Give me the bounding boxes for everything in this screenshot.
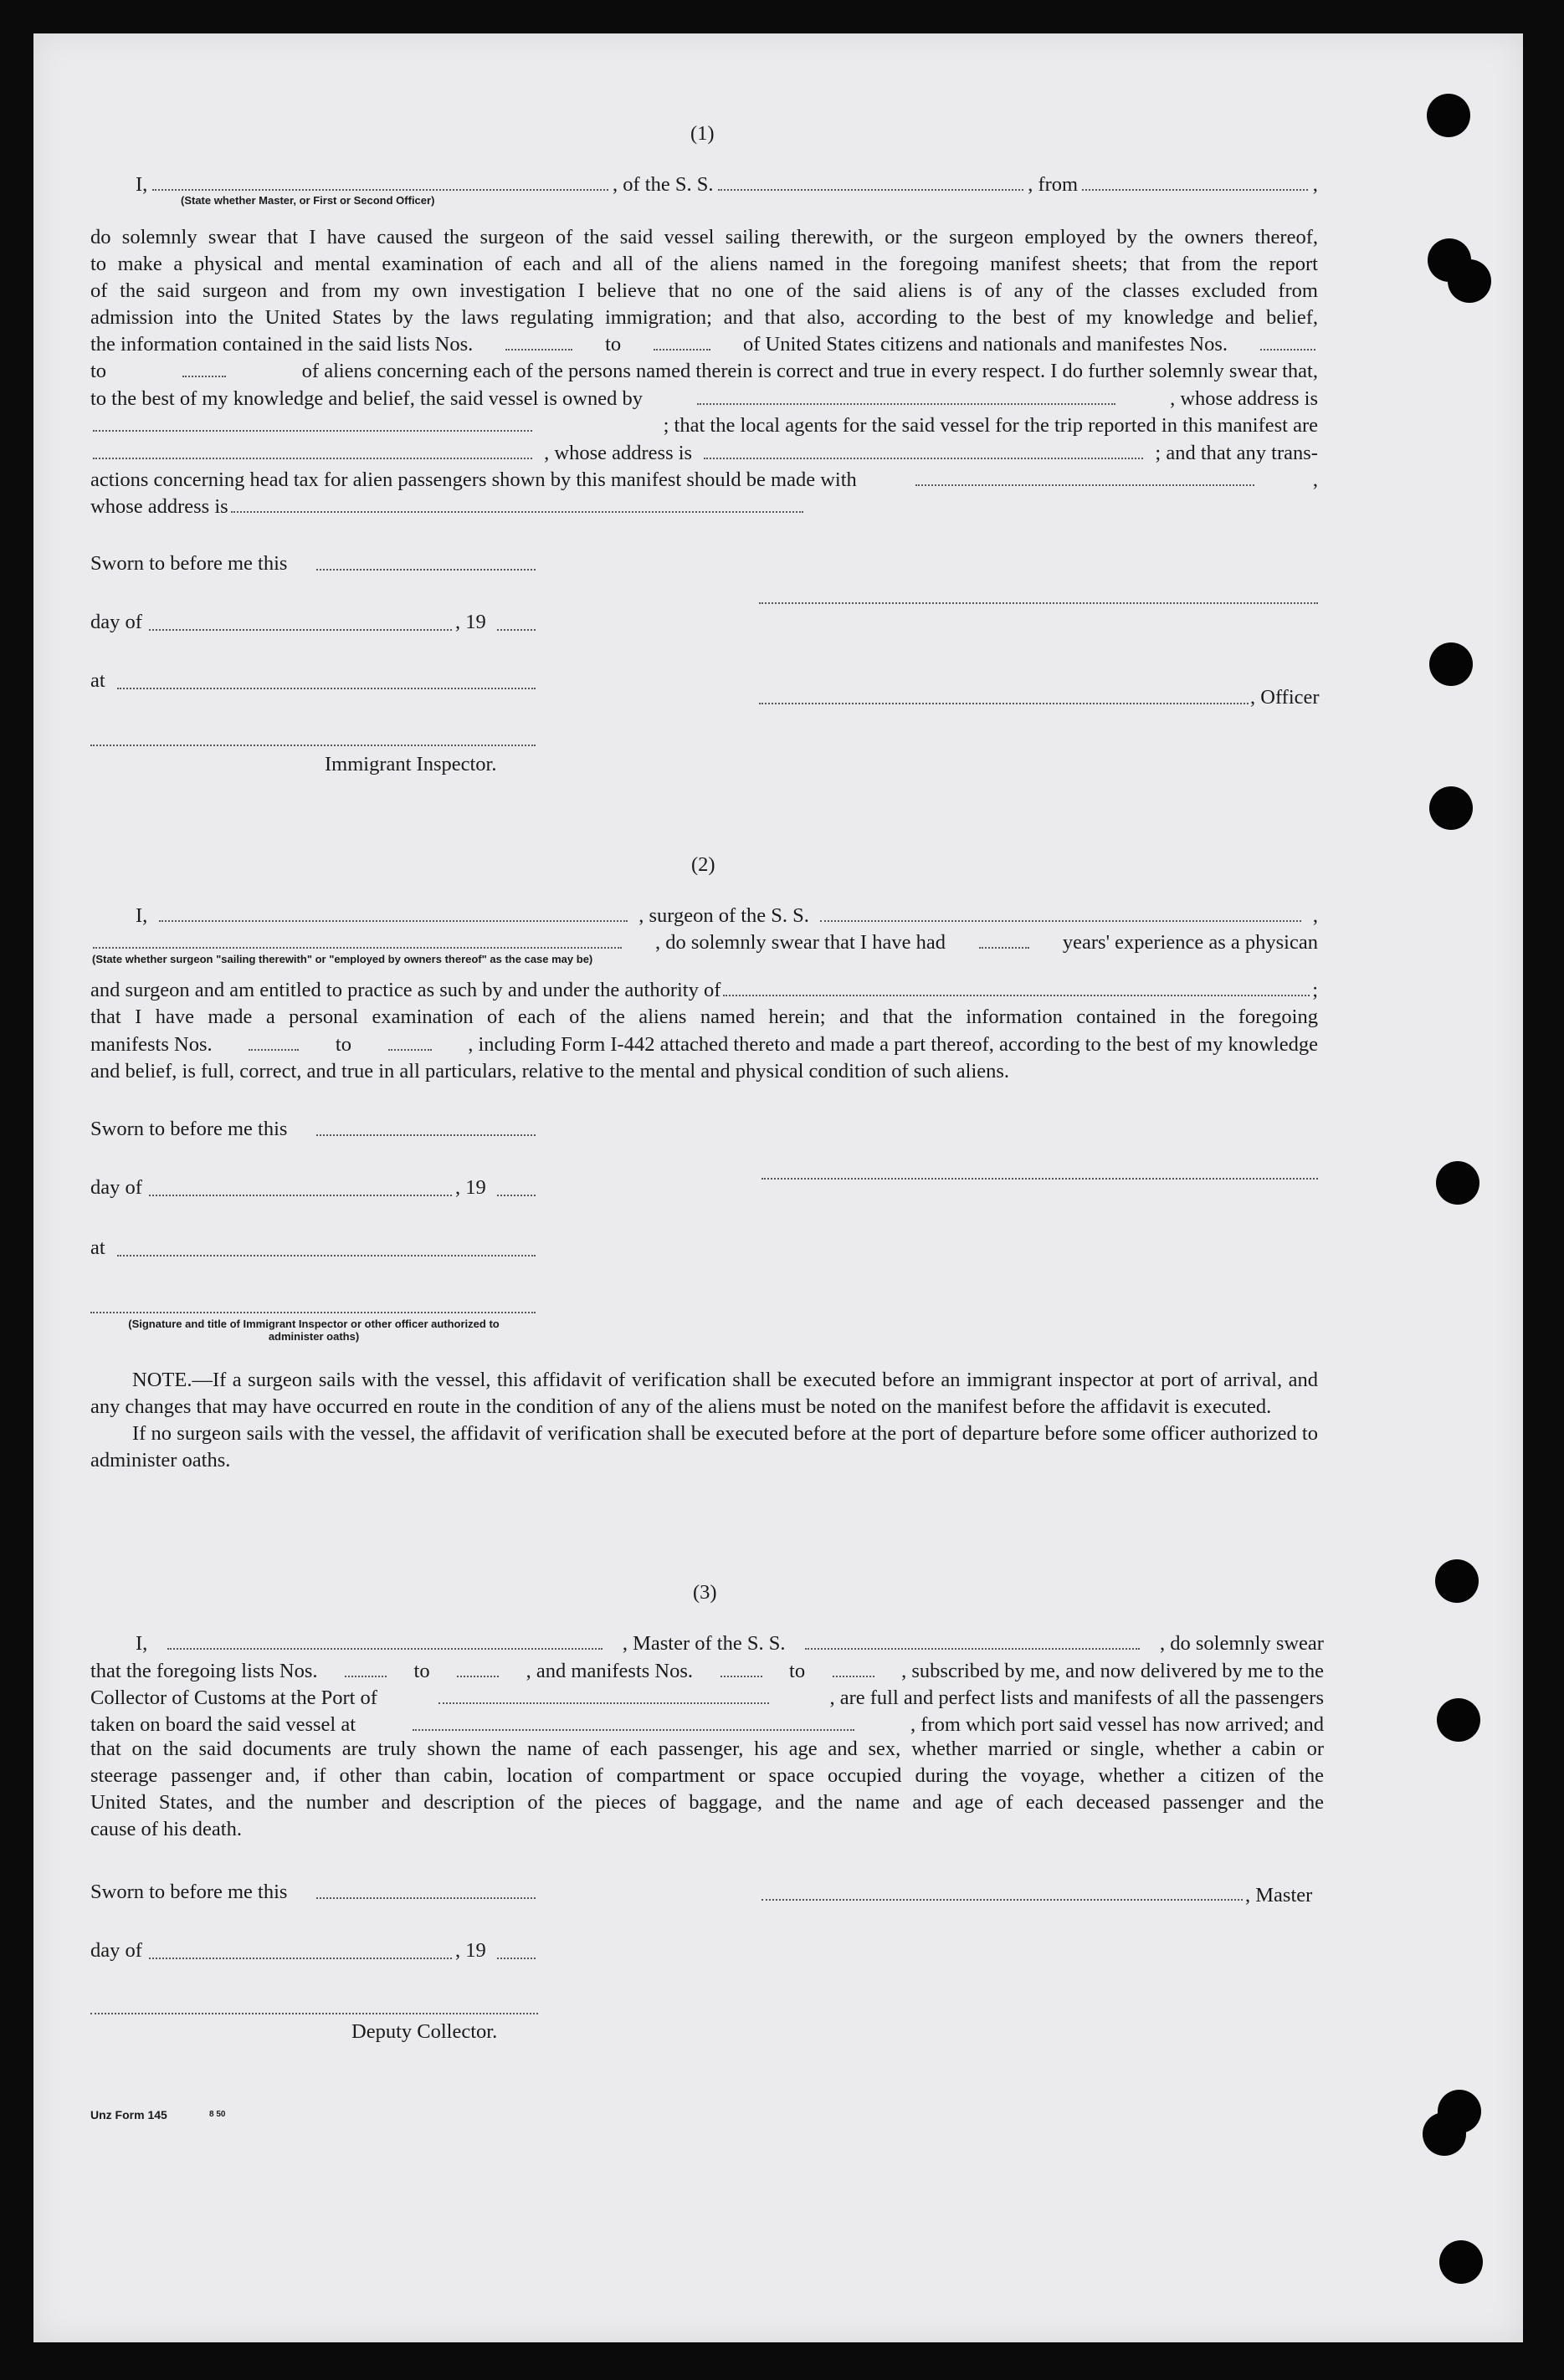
s1-line-10: [90, 470, 1318, 491]
s1-lists-nos: the information contained in the said lists Nos.: [90, 333, 474, 356]
s1-comma-2: ,: [1312, 468, 1318, 491]
s1-at: at: [90, 669, 105, 692]
s2-authority: and surgeon and am entitled to practice as such by and under the authority of: [90, 979, 721, 1001]
s3-lists-nos: that the foregoing lists Nos.: [90, 1660, 318, 1682]
s3-port-field[interactable]: [438, 1699, 769, 1704]
s3-full-lists: , are full and perfect lists and manifests of all the passengers: [829, 1686, 1324, 1709]
s1-of-ss: , of the S. S.: [613, 173, 714, 196]
s3-manifests-to-field[interactable]: [833, 1672, 874, 1677]
s1-whose-address-3: whose address is: [90, 495, 228, 518]
binder-hole: [1429, 642, 1473, 686]
s1-head-tax-field[interactable]: [915, 481, 1254, 486]
form-date: 8 50: [209, 2110, 226, 2119]
s2-surgeon-of: , surgeon of the S. S.: [638, 904, 809, 927]
s2-comma: ,: [1312, 904, 1318, 927]
form-id: Unz Form 145: [90, 2108, 167, 2122]
s1-line-6: [90, 361, 1318, 382]
s2-authority-field[interactable]: [723, 991, 1310, 996]
s2-day-of: day of: [90, 1176, 142, 1199]
s3-para-line: cause of his death.: [90, 1818, 242, 1840]
s2-swear: , do solemnly swear that I have had: [654, 931, 946, 954]
s1-agents-field[interactable]: [93, 454, 532, 459]
s2-examination: that I have made a personal examination of each of the aliens named herein; and that the information contained in the foregoing: [90, 1006, 1318, 1028]
s1-state-note: (State whether Master, or First or Second Officer): [181, 194, 435, 207]
s2-sig-note: (Signature and title of Immigrant Inspector or other officer authorized to administer oaths): [128, 1318, 500, 1343]
s2-year-field[interactable]: [497, 1195, 536, 1196]
s2-state-note: (State whether surgeon "sailing therewith" or "employed by owners thereof" as the case may be): [92, 953, 593, 965]
binder-hole: [1439, 2240, 1483, 2284]
binder-hole: [1427, 94, 1470, 137]
s3-master: , Master: [1245, 1884, 1313, 1907]
s2-second-line: [90, 933, 1318, 954]
s1-aliens-text: of aliens concerning each of the persons named therein is correct and true in every respect. I do further solemnly swear that,: [301, 360, 1318, 382]
s3-para-line: that on the said documents are truly shown the name of each passenger, his age and sex, whether married or single, whether a cabin or: [90, 1738, 1324, 1760]
s3-sworn: Sworn to before me this: [90, 1881, 288, 1903]
binder-hole: [1437, 1698, 1480, 1742]
s1-manifests-to-field[interactable]: [182, 372, 226, 377]
s2-sworn: Sworn to before me this: [90, 1118, 288, 1140]
s1-lists-to-field[interactable]: [654, 345, 710, 351]
s3-manifests-from-field[interactable]: [720, 1672, 762, 1677]
s2-at-field[interactable]: [117, 1255, 536, 1257]
binder-hole: [1448, 259, 1491, 303]
s3-departure-port-field[interactable]: [413, 1726, 854, 1731]
s3-para-line: United States, and the number and description of the pieces of baggage, and the name and age of each deceased passenger and the: [90, 1791, 1324, 1814]
s2-surgeon-signature-line[interactable]: [761, 1178, 1318, 1180]
s1-lists-from-field[interactable]: [505, 345, 572, 351]
s2-manifests-nos: manifests Nos.: [90, 1033, 213, 1056]
s2-i: I,: [136, 904, 148, 927]
s1-para-line: do solemnly swear that I have caused the surgeon of the said vessel sailing therewith, or the surgeon employed by the owners thereof,: [90, 226, 1318, 248]
s2-surgeon-name-field[interactable]: [159, 917, 628, 922]
s3-deputy-signature-line[interactable]: [90, 2013, 538, 2014]
s2-inspector-signature-line[interactable]: [90, 1312, 536, 1313]
s1-para-line: of the said surgeon and from my own investigation I believe that no one of the said aliens is of any of the classes excluded from: [90, 279, 1318, 302]
binder-hole: [1423, 2112, 1466, 2156]
s1-inspector-signature-line[interactable]: [90, 745, 536, 746]
s1-from: , from: [1028, 173, 1079, 196]
s2-at: at: [90, 1236, 105, 1259]
s3-master-of: , Master of the S. S.: [622, 1632, 786, 1655]
s2-note-2: If no surgeon sails with the vessel, the affidavit of verification shall be executed before at the port of departure before some officer authorized to administer oaths.: [90, 1422, 1318, 1472]
s3-year-field[interactable]: [497, 1958, 536, 1959]
s2-manifests-from-field[interactable]: [249, 1046, 299, 1051]
binder-hole: [1429, 786, 1473, 830]
s1-line-8: [90, 416, 1318, 437]
s3-day-of: day of: [90, 1939, 142, 1962]
s3-swear: , do solemnly swear: [1159, 1632, 1324, 1655]
s1-year-field[interactable]: [497, 629, 536, 631]
s2-line-3: [90, 980, 1318, 1001]
s3-master-name-field[interactable]: [167, 1645, 603, 1650]
s3-collector: Collector of Customs at the Port of: [90, 1686, 377, 1709]
s1-first-line: [136, 175, 1318, 196]
s2-years-exp: years' experience as a physican: [1062, 931, 1318, 954]
s1-line-11: [90, 497, 806, 518]
s1-to-2: to: [90, 360, 107, 382]
section-2-number: (2): [691, 853, 715, 876]
s3-lists-from-field[interactable]: [345, 1672, 387, 1677]
s2-vessel-field[interactable]: [820, 917, 1301, 922]
s1-to: to: [605, 333, 622, 356]
s1-inspector: Immigrant Inspector.: [325, 753, 497, 775]
s2-note-1: NOTE.—If a surgeon sails with the vessel, this affidavit of verification shall be executed before an immigrant inspector at port of arrival, and any changes that may have occurred en route in the condition of any of the aliens must be noted on the manifest before the affidavit is executed.: [90, 1369, 1318, 1418]
s3-subscribed: , subscribed by me, and now delivered by me to the: [901, 1660, 1324, 1682]
s3-taken-on-board: taken on board the said vessel at: [90, 1713, 356, 1736]
s2-manifests-to-field[interactable]: [388, 1046, 432, 1051]
s1-paragraph: [90, 224, 1318, 331]
s2-to: to: [335, 1033, 351, 1056]
s3-first-line: [136, 1634, 1324, 1655]
section-1-number: (1): [690, 122, 715, 145]
s1-sworn: Sworn to before me this: [90, 552, 288, 575]
s1-officer: , Officer: [1250, 686, 1320, 709]
s2-semicolon: ;: [1312, 979, 1318, 1001]
s2-form: , including Form I-442 attached thereto and made a part thereof, according to the best of my knowledge: [468, 1033, 1318, 1056]
s1-citizens: of United States citizens and nationals and manifestes Nos.: [743, 333, 1228, 356]
s3-to-2: to: [789, 1660, 806, 1682]
s1-manifests-from-field[interactable]: [1260, 345, 1315, 351]
s3-sworn-field[interactable]: [316, 1897, 536, 1899]
s3-paragraph: [90, 1736, 1324, 1843]
s1-owned-by: to the best of my knowledge and belief, the said vessel is owned by: [90, 387, 643, 410]
s3-arrived: , from which port said vessel has now arrived; and: [910, 1713, 1324, 1736]
s1-whose-address: , whose address is: [1170, 387, 1318, 410]
s2-line-5: [90, 1035, 1318, 1056]
s2-line-6: and belief, is full, correct, and true in all particulars, relative to the mental and physical condition of such aliens.: [90, 1060, 1010, 1083]
s2-surgeon-type-field[interactable]: [93, 944, 622, 949]
s1-from-field[interactable]: [1082, 186, 1308, 191]
binder-hole: [1436, 1161, 1479, 1205]
s1-nineteen: , 19: [455, 611, 486, 633]
s1-day-field[interactable]: [149, 629, 452, 631]
s3-vessel-field[interactable]: [805, 1645, 1140, 1650]
s3-manifests-nos: , and manifests Nos.: [526, 1660, 694, 1682]
s1-officer-signature-line[interactable]: [759, 602, 1318, 604]
s2-line-4: [90, 1007, 1318, 1028]
s1-head-tax-address-field[interactable]: [231, 508, 803, 513]
s2-day-field[interactable]: [149, 1195, 452, 1196]
s1-line-5: [90, 335, 1318, 356]
s1-agents-address-field[interactable]: [704, 454, 1143, 459]
s3-line-4: [90, 1715, 1324, 1736]
s1-head-tax: actions concerning head tax for alien passengers shown by this manifest should be made with: [90, 468, 857, 491]
s1-whose-address-2: , whose address is: [544, 442, 693, 464]
s2-years-field[interactable]: [979, 944, 1029, 949]
s3-deputy: Deputy Collector.: [351, 2020, 498, 2043]
s1-officer-name-field[interactable]: [152, 186, 608, 191]
s1-owner-address-field[interactable]: [93, 427, 532, 432]
s3-to: to: [413, 1660, 430, 1682]
s3-para-line: steerage passenger and, if other than cabin, location of compartment or space occupied during the voyage, whether a citizen of the: [90, 1764, 1324, 1787]
s1-comma: ,: [1312, 173, 1318, 196]
s3-line-3: [90, 1688, 1324, 1709]
s1-local-agents: ; that the local agents for the said vessel for the trip reported in this manifest are: [663, 414, 1318, 437]
s2-first-line: [136, 906, 1318, 927]
s1-trans: ; and that any trans-: [1155, 442, 1318, 464]
s1-line-9: [90, 443, 1318, 464]
s3-master-signature-line[interactable]: [761, 1899, 1243, 1901]
s3-i: I,: [136, 1632, 148, 1655]
s1-line-7: [90, 389, 1318, 410]
s1-owner-field[interactable]: [697, 400, 1115, 405]
section-3-number: (3): [693, 1581, 717, 1604]
s1-para-line: to make a physical and mental examination of each and all of the aliens named in the foregoing manifest sheets; that from the report: [90, 253, 1318, 275]
s3-line-2: [90, 1661, 1324, 1682]
binder-hole: [1435, 1559, 1479, 1603]
s2-notes: [90, 1367, 1318, 1474]
s3-nineteen: , 19: [455, 1939, 486, 1962]
s1-sworn-field[interactable]: [316, 569, 536, 571]
s2-sworn-field[interactable]: [316, 1134, 536, 1136]
s3-day-field[interactable]: [149, 1958, 452, 1959]
s1-i: I,: [136, 173, 148, 196]
s3-lists-to-field[interactable]: [457, 1672, 499, 1677]
s1-para-line: admission into the United States by the laws regulating immigration; and that also, according to the best of my knowledge and belief,: [90, 306, 1318, 329]
s1-vessel-field[interactable]: [718, 186, 1023, 191]
s1-day-of: day of: [90, 611, 142, 633]
s1-officer-title-line[interactable]: [759, 703, 1249, 704]
s2-nineteen: , 19: [455, 1176, 486, 1199]
s1-at-field[interactable]: [117, 688, 536, 689]
